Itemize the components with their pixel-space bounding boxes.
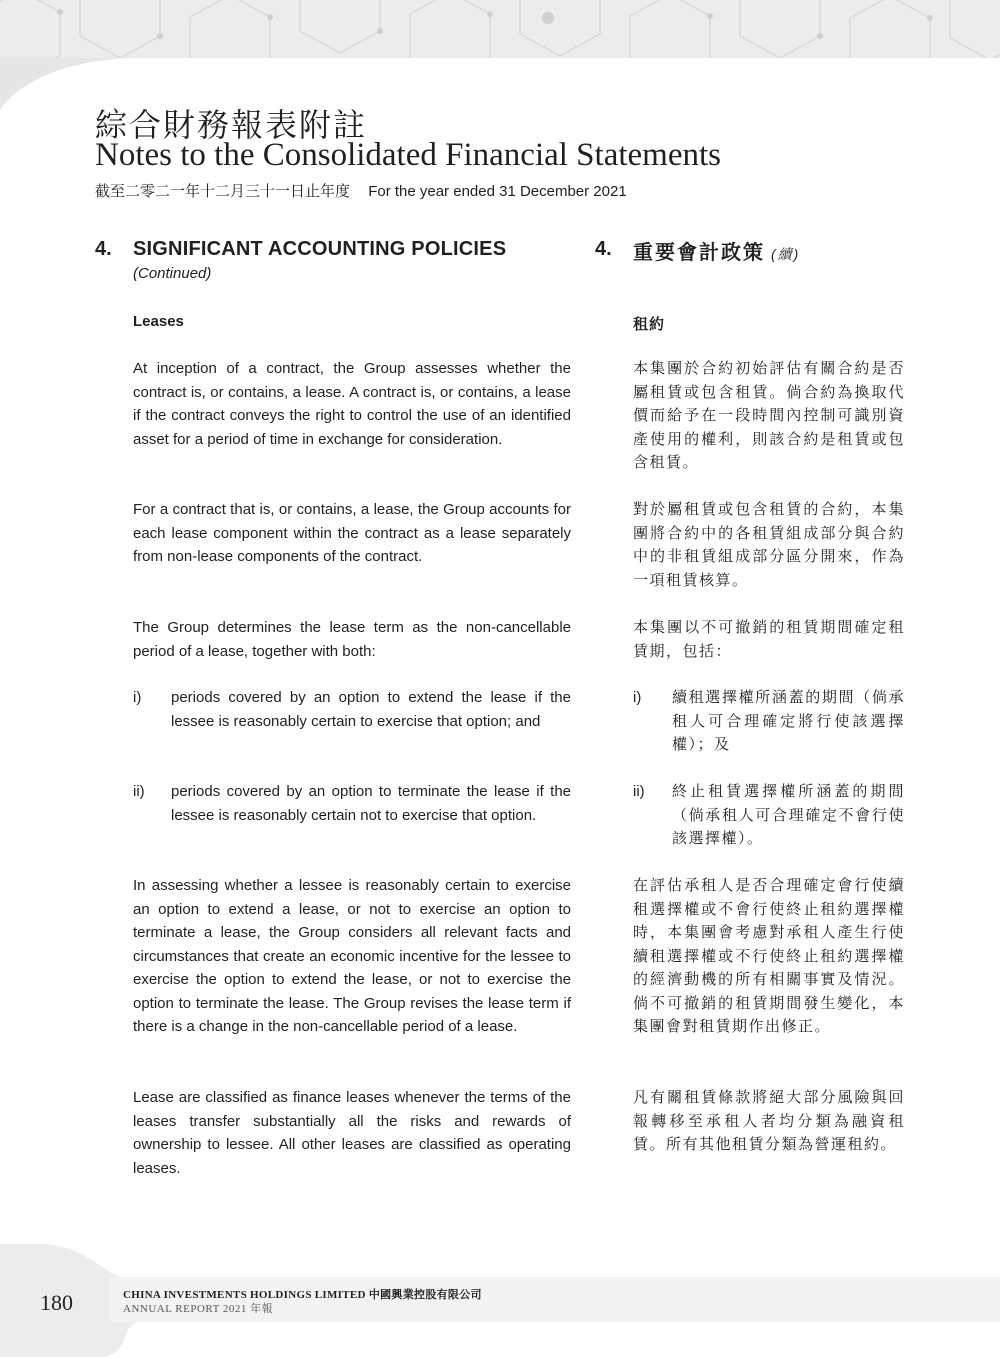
paragraph-english-2: For a contract that is, or contains, a lease, the Group accounts for each lease component within the contract as a lease separately from non-lease components of the contract. xyxy=(133,501,571,565)
page-number: 180 xyxy=(40,1290,73,1315)
section-title-chinese xyxy=(633,236,800,265)
list-marker-english-2: ii) xyxy=(133,783,145,800)
paragraph-chinese-4: 在評估承租人是否合理確定會行使續租選擇權或不會行使終止租約選擇權時，本集團會考慮對承租人產生行使續租選擇權或不行使終止租約選擇權的經濟動機的所有相關事實及情況。倘不可撤銷的租賃期間發生變化，本集團會對租賃期作出修正。 xyxy=(633,877,905,1035)
period-subtitle-chinese: 截至二零二一年十二月三十一日止年度 xyxy=(95,183,351,200)
subheading-leases-english: Leases xyxy=(133,313,184,330)
section-continued-english: (Continued) xyxy=(133,265,212,282)
page-title-chinese: 綜合財務報表附註 xyxy=(95,106,368,144)
section-title-english: SIGNIFICANT ACCOUNTING POLICIES xyxy=(133,238,507,260)
section-continued-chinese: (續) xyxy=(771,246,801,262)
paragraph-english-3: The Group determines the lease term as the non-cancellable period of a lease, together with both: xyxy=(133,619,571,660)
paragraph-chinese-3: 本集團以不可撤銷的租賃期間確定租賃期，包括： xyxy=(633,619,905,660)
period-subtitle xyxy=(95,180,627,201)
list-item-chinese-1: 續租選擇權所涵蓋的期間（倘承租人可合理確定將行使該選擇權）；及 xyxy=(672,689,905,753)
footer-report-title: ANNUAL REPORT 2021 年報 xyxy=(123,1303,274,1315)
page-title-english: Notes to the Consolidated Financial Statements xyxy=(95,137,721,173)
subheading-leases-chinese: 租約 xyxy=(633,316,666,333)
section-number-chinese: 4. xyxy=(595,238,612,260)
paragraph-english-1: At inception of a contract, the Group assesses whether the contract is, or contains, a lease. A contract is, or contains, a lease if the contract conveys the right to control the use of an identified asset for a period of time in exchange for consideration. xyxy=(133,360,571,448)
paragraph-chinese-2: 對於屬租賃或包含租賃的合約，本集團將合約中的各租賃組成部分與合約中的非租賃組成部分區分開來，作為一項租賃核算。 xyxy=(633,501,905,589)
section-title-chinese-text: 重要會計政策 xyxy=(633,242,765,264)
paragraph-english-4: In assessing whether a lessee is reasonably certain to exercise an option to extend a lease, or not to exercise an option to terminate a lease, the Group considers all relevant facts and circumstances that create an economic incentive for the lessee to exercise the option to extend the lease, or not to exercise the option to terminate the lease. The Group revises the lease term if there is a change in the non-cancellable period of a lease. xyxy=(133,877,571,1035)
list-item-english-1: periods covered by an option to extend the lease if the lessee is reasonably certain to exercise that option; and xyxy=(171,689,571,730)
paragraph-chinese-1: 本集團於合約初始評估有關合約是否屬租賃或包含租賃。倘合約為換取代價而給予在一段時間內控制可識別資產使用的權利，則該合約是租賃或包含租賃。 xyxy=(633,360,905,471)
list-marker-chinese-1: i) xyxy=(633,689,642,706)
list-item-chinese-2: 終止租賃選擇權所涵蓋的期間（倘承租人可合理確定不會行使該選擇權）。 xyxy=(672,783,905,847)
section-number-english: 4. xyxy=(95,238,112,260)
paragraph-english-5: Lease are classified as finance leases whenever the terms of the leases transfer substantially all the risks and rewards of ownership to lessee. All other leases are classified as operating leases. xyxy=(133,1089,571,1177)
period-subtitle-english: For the year ended 31 December 2021 xyxy=(368,183,627,200)
list-marker-chinese-2: ii) xyxy=(633,783,645,800)
paragraph-chinese-5: 凡有關租賃條款將絕大部分風險與回報轉移至承租人者均分類為融資租賃。所有其他租賃分類為營運租約。 xyxy=(633,1089,905,1153)
list-marker-english-1: i) xyxy=(133,689,142,706)
list-item-english-2: periods covered by an option to terminate the lease if the lessee is reasonably certain not to exercise that option. xyxy=(171,783,571,824)
footer-company-name: CHINA INVESTMENTS HOLDINGS LIMITED 中國興業控股有限公司 xyxy=(123,1289,482,1301)
